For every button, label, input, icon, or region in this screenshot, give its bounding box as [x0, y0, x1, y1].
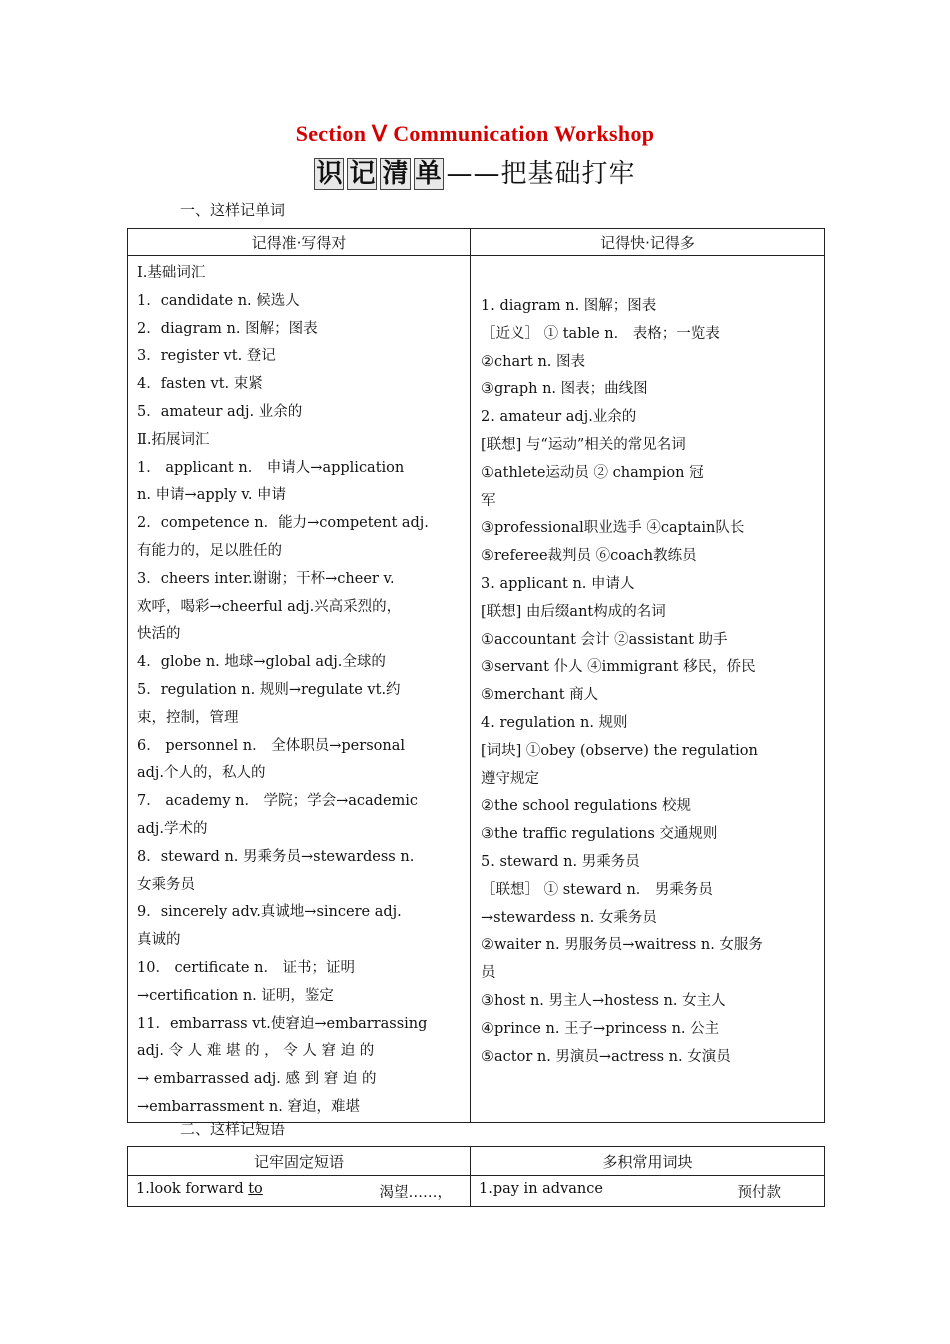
tip-line: ②waiter n. 男服务员→waitress n. 女服务: [481, 937, 763, 954]
tip-line: ［联想］ ① steward n． 男乘务员: [481, 881, 713, 898]
tip-line: ①accountant 会计 ②assistant 助手: [481, 631, 728, 648]
vocab-line: adj.个人的，私人的: [137, 765, 266, 782]
vocab-line: 6． personnel n． 全体职员→personal: [137, 737, 405, 754]
vocab-line: 有能力的，足以胜任的: [137, 542, 282, 559]
vocab-line: 11．embarrass vt.使窘迫→embarrassing: [137, 1015, 428, 1032]
subtitle-boxed-char: 单: [415, 159, 442, 189]
vocab-line: 2．diagram n. 图解；图表: [137, 320, 318, 337]
vocab-line: adj. 令 人 难 堪 的 ， 令 人 窘 迫 的: [137, 1043, 375, 1060]
tip-line: 军: [481, 492, 496, 509]
tip-line: ①athlete运动员 ② champion 冠: [481, 464, 704, 481]
fixed-phrase-cell: [128, 1176, 471, 1207]
vocab-line: → embarrassed adj. 感 到 窘 迫 的: [137, 1071, 377, 1088]
tip-line: ③graph n. 图表；曲线图: [481, 381, 648, 398]
vocab-line: 10． certificate n． 证书；证明: [137, 959, 356, 976]
chunk-meaning: 预付款: [737, 1184, 781, 1201]
phrase-text: 1.look forward: [136, 1180, 249, 1197]
tip-line: [联想] 与“运动”相关的常见名词: [481, 436, 686, 453]
vocab-line: adj.学术的: [137, 820, 208, 837]
vocab-line: 2．competence n．能力→competent adj.: [137, 515, 429, 532]
vocab-line: 束，控制，管理: [137, 709, 239, 726]
tip-line: 员: [481, 965, 496, 982]
tip-line: ③host n. 男主人→hostess n. 女主人: [481, 992, 726, 1009]
vocab-line: Ⅱ.拓展词汇: [137, 431, 210, 448]
vocab-line: 7． academy n． 学院；学会→academic: [137, 793, 419, 810]
tip-line: ③professional职业选手 ④captain队长: [481, 520, 745, 537]
vocab-line: Ⅰ.基础词汇: [137, 265, 206, 281]
tip-line: ③the traffic regulations 交通规则: [481, 826, 718, 843]
memory-tips-column: [471, 256, 824, 1071]
tip-line: ②chart n. 图表: [481, 353, 586, 370]
page-title: Section Ⅴ Communication Workshop: [295, 121, 655, 146]
vocab-line: 1． applicant n． 申请人→application: [137, 459, 405, 476]
vocab-line: 5．regulation n. 规则→regulate vt.约: [137, 681, 401, 698]
phrase-meaning: 渴望……，: [379, 1184, 452, 1201]
vocab-line: →embarrassment n. 窘迫，难堪: [137, 1098, 360, 1115]
phrase-underlined: to: [248, 1180, 263, 1197]
tip-line: ［近义］ ① table n． 表格；一览表: [481, 325, 720, 342]
tip-line: 4. regulation n. 规则: [481, 714, 628, 731]
vocab-line: 欢呼，喝彩→cheerful adj.兴高采烈的，: [137, 598, 402, 615]
phrase-left-header: 记牢固定短语: [128, 1147, 471, 1176]
phrase-table: [127, 1146, 825, 1207]
vocab-line: 1．candidate n. 候选人: [137, 292, 300, 309]
vocab-line: 3．register vt. 登记: [137, 348, 276, 365]
vocab-line: 快活的: [137, 626, 181, 643]
vocab-left-header: 记得准·写得对: [128, 229, 471, 256]
vocab-line: 真诚的: [137, 932, 181, 949]
vocab-line: 9．sincerely adv.真诚地→sincere adj.: [137, 904, 402, 921]
tip-line: ⑤merchant 商人: [481, 687, 599, 704]
vocab-line: 4．fasten vt. 束紧: [137, 376, 263, 393]
vocab-line: 3．cheers inter.谢谢；干杯→cheer v.: [137, 570, 395, 587]
vocab-line: 8．steward n. 男乘务员→stewardess n.: [137, 848, 415, 865]
tip-line: ⑤referee裁判员 ⑥coach教练员: [481, 548, 697, 565]
tip-line: ④prince n. 王子→princess n. 公主: [481, 1020, 720, 1037]
vocab-table: [127, 228, 825, 1123]
tip-line: ③servant 仆人 ④immigrant 移民，侨民: [481, 659, 756, 676]
tip-line: 3. applicant n. 申请人: [481, 575, 635, 592]
subtitle-text: ——把基础打牢: [446, 159, 636, 189]
tip-line: ⑤actor n. 男演员→actress n. 女演员: [481, 1048, 731, 1065]
phrase-section-heading: 二、这样记短语: [180, 1120, 286, 1138]
vocab-line: 5．amateur adj. 业余的: [137, 403, 303, 420]
vocab-line: n. 申请→apply v. 申请: [137, 487, 287, 504]
tip-line: 1. diagram n. 图解；图表: [481, 298, 657, 314]
tip-line: ②the school regulations 校规: [481, 798, 691, 815]
vocab-line: 4．globe n. 地球→global adj.全球的: [137, 654, 386, 671]
tip-line: [词块] ①obey (observe) the regulation: [481, 742, 758, 759]
tip-line: 5. steward n. 男乘务员: [481, 853, 640, 870]
tip-line: [联想] 由后缀ant构成的名词: [481, 603, 666, 620]
word-chunk-cell: [471, 1176, 825, 1207]
vocab-line: 女乘务员: [137, 876, 195, 893]
tip-line: →stewardess n. 女乘务员: [481, 909, 657, 926]
page-subtitle: [0, 156, 950, 192]
vocab-line: →certification n. 证明，鉴定: [137, 987, 334, 1004]
tip-line: 2. amateur adj.业余的: [481, 409, 637, 426]
subtitle-boxed-char: 识: [316, 159, 343, 189]
chunk-text: 1.pay in advance: [479, 1180, 603, 1197]
phrase-right-header: 多积常用词块: [471, 1147, 825, 1176]
vocab-section-heading: 一、这样记单词: [180, 201, 286, 219]
basic-vocab-column: [128, 256, 470, 1122]
subtitle-boxed-char: 清: [382, 159, 409, 189]
tip-line: 遵守规定: [481, 770, 539, 787]
vocab-right-header: 记得快·记得多: [471, 229, 825, 256]
subtitle-boxed-char: 记: [349, 159, 376, 189]
